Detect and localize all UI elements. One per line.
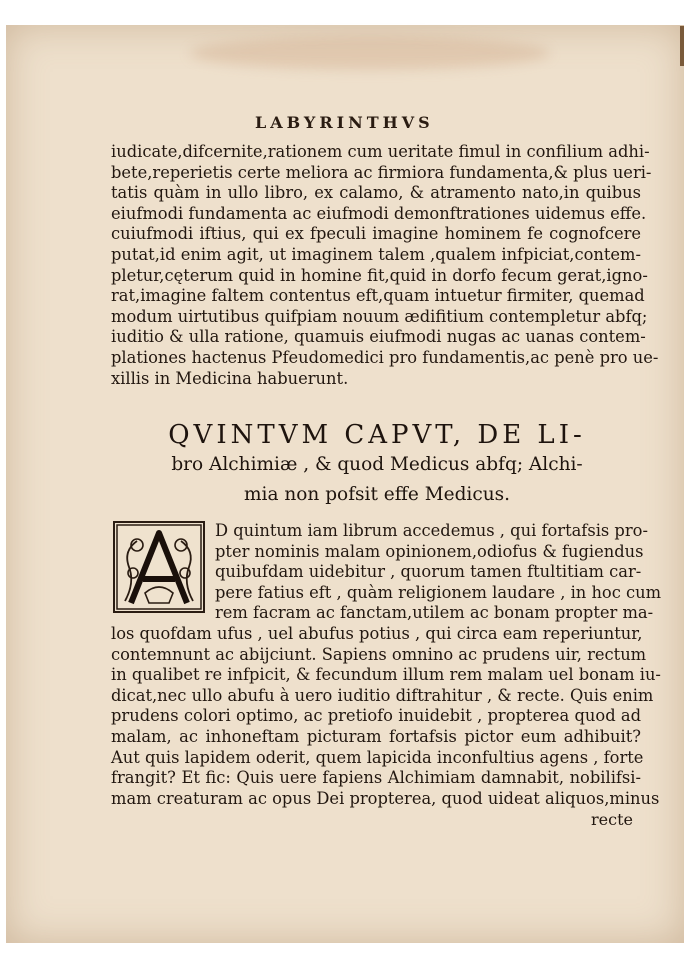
text-line: quibufdam uidebitur , quorum tamen ftultitiam car-	[215, 562, 642, 582]
text-line: pletur,cęterum quid in homine fit,quid in dorfo fecum gerat,igno-	[111, 265, 648, 285]
text-line: frangit? Et fic: Quis uere fapiens Alchimiam damnabit, nobilifsi-	[111, 768, 641, 788]
catchword: recte	[591, 810, 633, 829]
text-line: iuditio & ulla ratione, quamuis eiufmodi nugas ac uanas contem-	[111, 327, 646, 347]
text-line: D quintum iam librum accedemus , qui fortafsis pro-	[215, 521, 648, 540]
text-line: in qualibet re infpicit, & fecundum illum rem malam uel bonam iu-	[111, 665, 661, 685]
text-line: modum uirtutibus quifpiam nouum ædifitium contempletur abfq;	[111, 306, 648, 326]
text-line: dicat,nec ullo abufu à uero iuditio diftrahitur , & recte. Quis enim	[111, 685, 654, 705]
floral-initial-icon	[115, 523, 203, 611]
text-line: los quofdam ufus , uel abufus potius , qui circa eam reperiuntur,	[111, 624, 643, 643]
chapter-heading	[112, 420, 642, 510]
text-line: cuiufmodi iftius, qui ex fpeculi imagine hominem fe cognofcere	[111, 224, 641, 244]
text-line: pter nominis malam opinionem,odiofus & fugiendus	[215, 541, 644, 561]
paper-stain	[190, 36, 550, 70]
text-line: pere fatius eft , quàm religionem laudare , in hoc cum	[215, 582, 662, 602]
paragraph-2	[111, 624, 661, 809]
text-line: rat,imagine faltem contentus eft,quam intuetur firmiter, quemad	[111, 286, 645, 306]
chapter-heading-line-3: mia non pofsit effe Medicus.	[244, 484, 510, 505]
text-line: eiufmodi fundamenta ac eiufmodi demonftrationes uidemus effe.	[111, 203, 647, 223]
text-line: prudens colori optimo, ac pretiofo inuidebit , propterea quod ad	[111, 706, 641, 726]
text-line: bete,reperietis certe meliora ac firmiora fundamenta,& plus ueri-	[111, 162, 652, 182]
paragraph-1	[111, 142, 659, 389]
text-line: xillis in Medicina habuerunt.	[111, 368, 349, 388]
running-head: LABYRINTHVS	[255, 113, 434, 132]
chapter-heading-line-1: QVINTVM CAPVT, DE LI-	[168, 420, 586, 450]
text-line: putat,id enim agit, ut imaginem talem ,qualem infpiciat,contem-	[111, 244, 641, 264]
text-line: contemnunt ac abijciunt. Sapiens omnino ac prudens uir, rectum	[111, 644, 647, 664]
paragraph-2-beside-initial	[215, 521, 662, 624]
text-line: Aut quis lapidem oderit, quem lapicida inconfultius agens , forte	[111, 747, 644, 767]
text-line: rem facram ac fanctam,utilem ac bonam propter ma-	[215, 603, 654, 623]
page-edge-mark	[680, 26, 684, 66]
text-line: iudicate,difcernite,rationem cum ueritate fimul in confilium adhi-	[111, 142, 650, 161]
text-line: malam, ac inhoneftam picturam fortafsis pictor eum adhibuit?	[111, 726, 641, 746]
text-line: tatis quàm in ullo libro, ex calamo, & atramento nato,in quibus	[111, 183, 641, 203]
text-line: mam creaturam ac opus Dei propterea, quod uideat aliquos,minus	[111, 788, 660, 808]
decorated-initial-a	[113, 521, 205, 613]
text-line: plationes hactenus Pfeudomedici pro fundamentis,ac penè pro ue-	[111, 347, 659, 367]
chapter-heading-line-2: bro Alchimiæ , & quod Medicus abfq; Alchi-	[171, 454, 583, 475]
